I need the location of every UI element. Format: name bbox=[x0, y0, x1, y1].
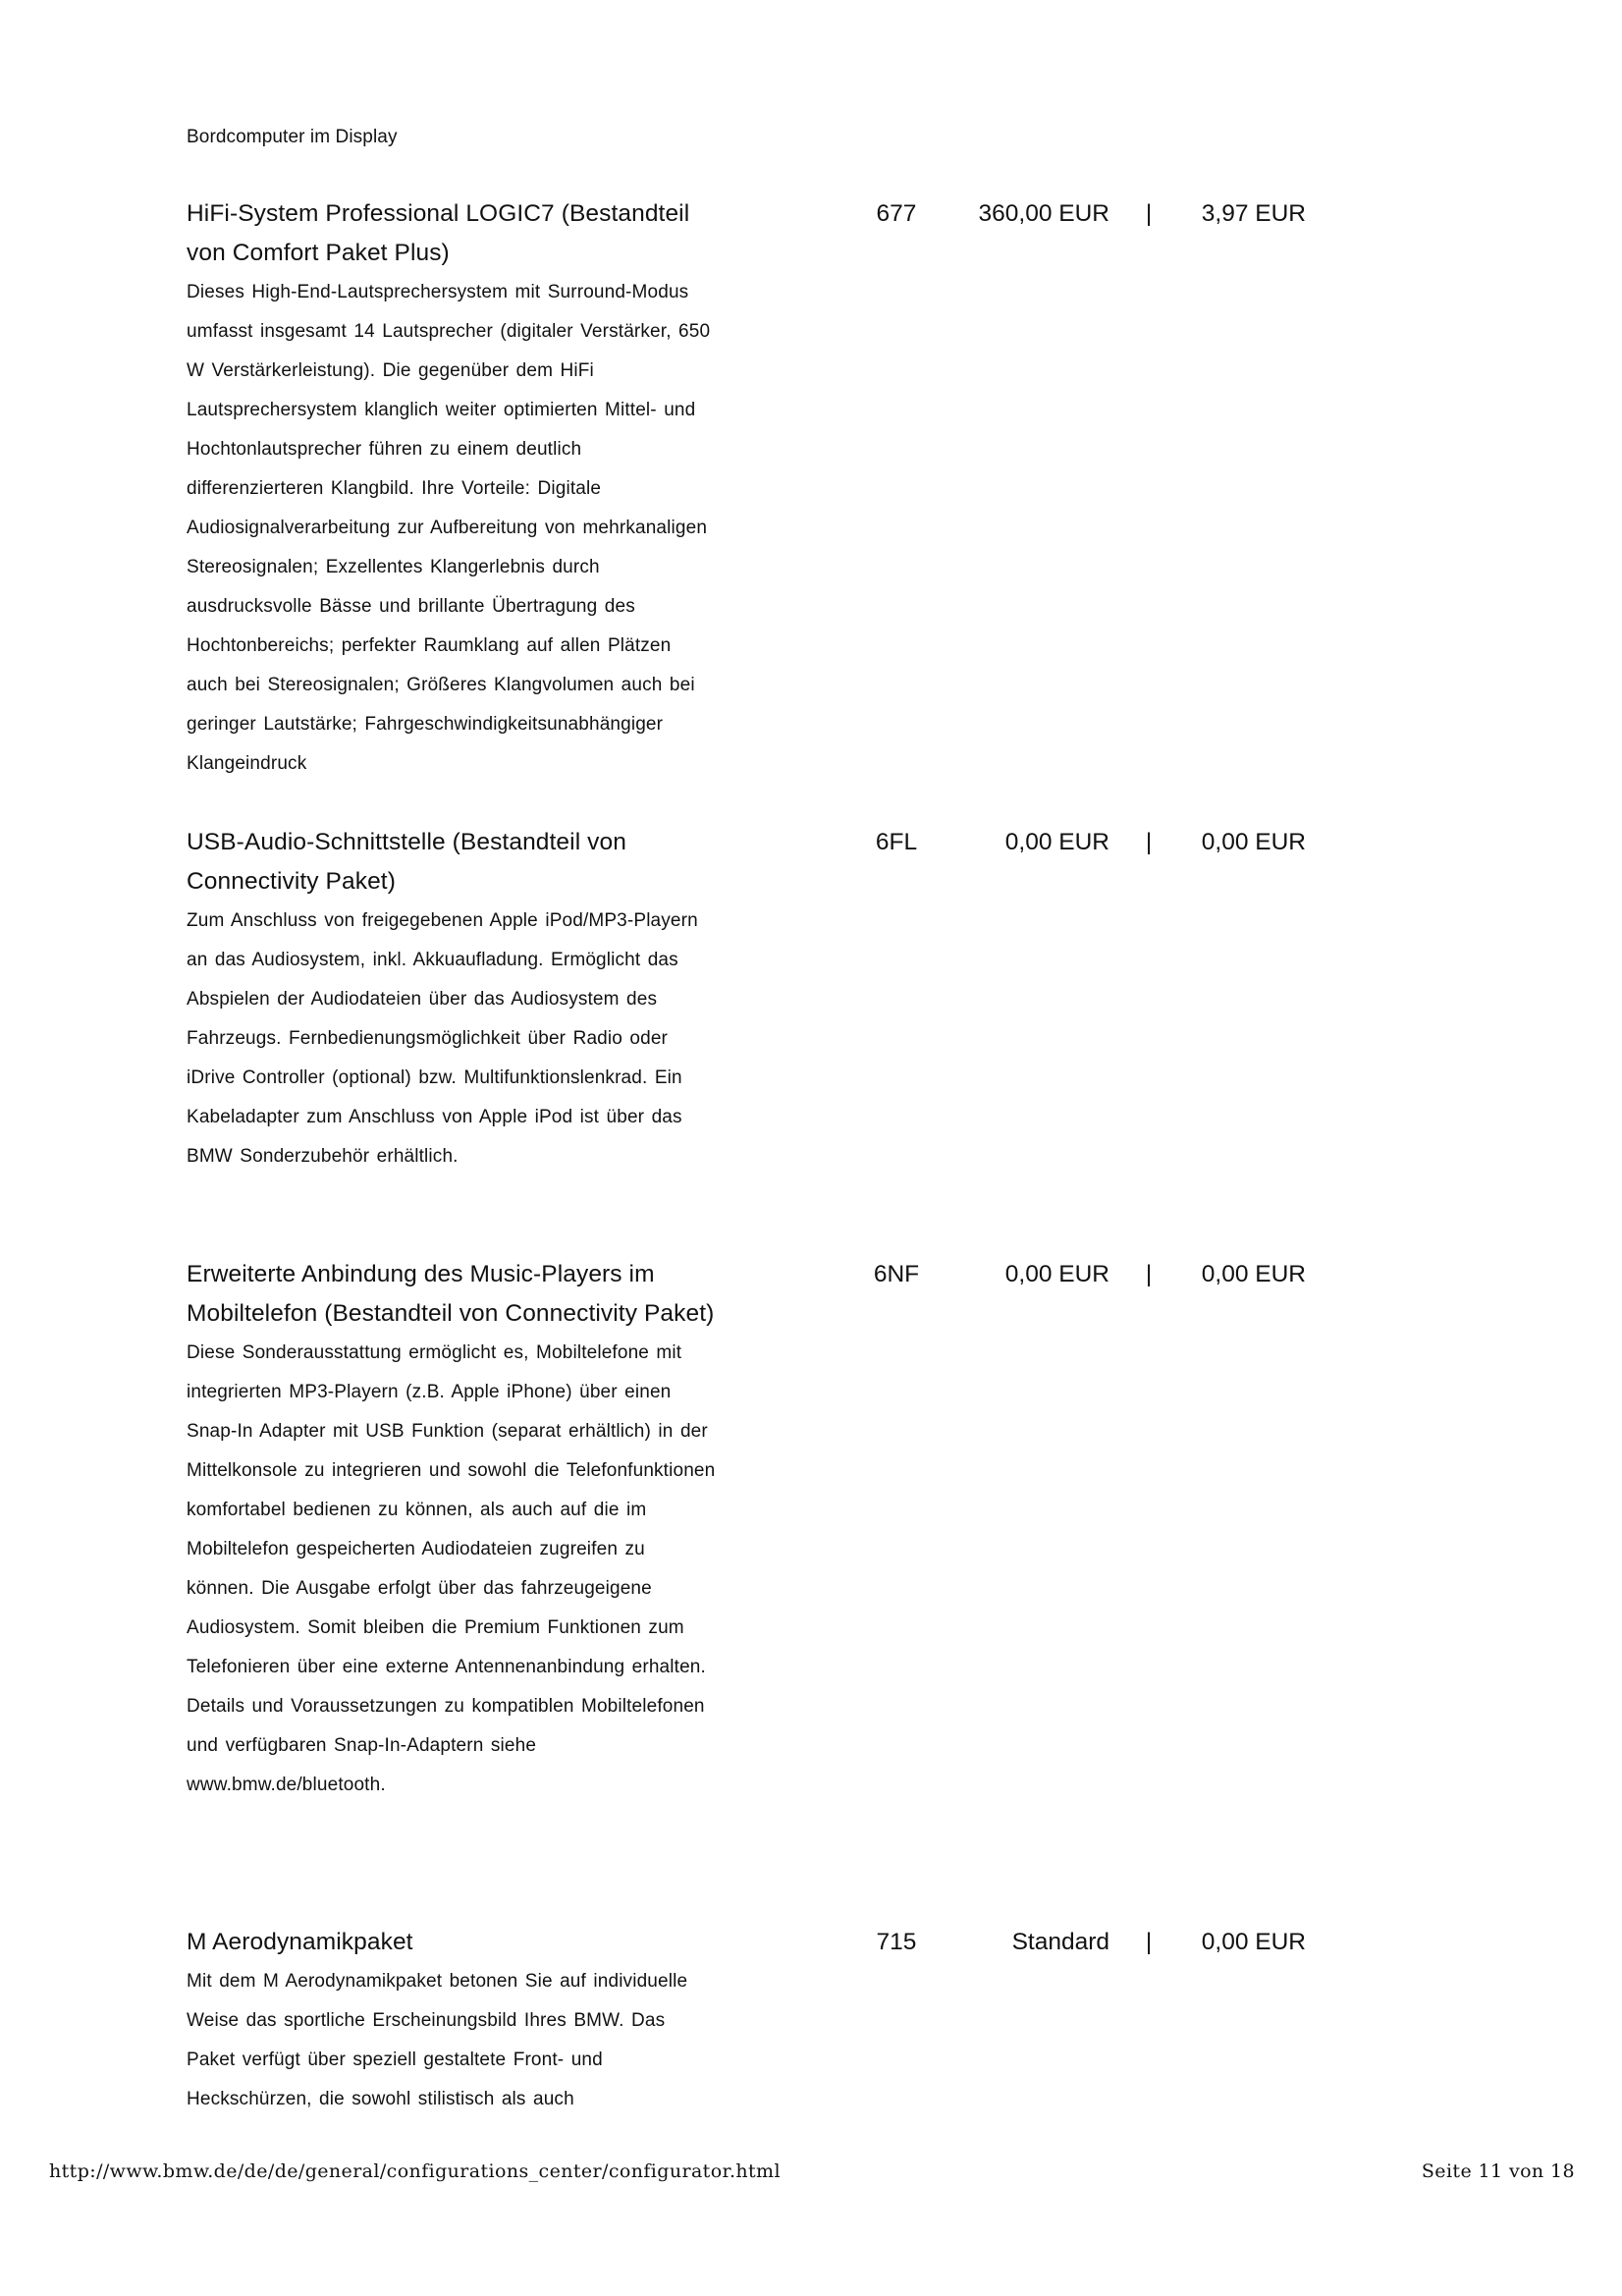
item-price: 0,00 EUR bbox=[1004, 829, 1109, 855]
item-monthly-price: 0,00 EUR bbox=[1201, 829, 1306, 855]
equipment-item-hifi bbox=[187, 194, 1345, 784]
item-monthly-price: 0,00 EUR bbox=[1201, 1929, 1306, 1955]
price-separator: | bbox=[1145, 829, 1153, 855]
item-code: 715 bbox=[876, 1929, 917, 1955]
item-description: Mit dem M Aerodynamikpaket betonen Sie auf individuelle Weise das sportliche Erscheinungsbild Ihres BMW. Das Paket verfügt über speziell gestaltete Front- und Heckschürzen, die sowohl stilistisch als auch bbox=[187, 1971, 688, 2109]
item-description: Dieses High-End-Lautsprechersystem mit Surround-Modus umfasst insgesamt 14 Lautsprecher (digitaler Verstärker, 650 W Verstärkerleistung). Die gegenüber dem HiFi Lautsprechersystem klanglich weiter optimierten Mittel- und Hochtonlautsprecher führen zu einem deutlich differenzierteren Klangbild. Ihre Vorteile: Digitale Audiosignalverarbeitung zur Aufbereitung von mehrkanaligen Stereosignalen; Exzellentes Klangerlebnis durch ausdrucksvolle Bässe und brillante Übertragung des Hochtonbereichs; perfekter Raumklang auf allen Plätzen auch bei Stereosignalen; Größeres Klangvolumen auch bei geringer Lautstärke; Fahrgeschwindigkeitsunabhängiger Klangeindruck bbox=[187, 282, 711, 774]
price-separator: | bbox=[1145, 1929, 1153, 1955]
item-title: HiFi-System Professional LOGIC7 (Bestandteil von Comfort Paket Plus) bbox=[187, 200, 690, 266]
item-price: 0,00 EUR bbox=[1004, 1261, 1109, 1287]
item-title: USB-Audio-Schnittstelle (Bestandteil von Connectivity Paket) bbox=[187, 829, 626, 895]
footer-url: http://www.bmw.de/de/de/general/configurations_center/configurator.html bbox=[49, 2160, 781, 2182]
equipment-item-m-aerodynamics bbox=[187, 1923, 1345, 2119]
item-title: M Aerodynamikpaket bbox=[187, 1929, 413, 1955]
item-text bbox=[187, 1255, 717, 1805]
price-separator: | bbox=[1145, 1261, 1153, 1287]
item-text bbox=[187, 194, 717, 784]
item-description: Zum Anschluss von freigegebenen Apple iPod/MP3-Playern an das Audiosystem, inkl. Akkuaufladung. Ermöglicht das Abspielen der Audiodateien über das Audiosystem des Fahrzeugs. Fernbedienungsmöglichkeit über Radio oder iDrive Controller (optional) bzw. Multifunktionslenkrad. Ein Kabeladapter zum Anschluss von Apple iPod ist über das BMW Sonderzubehör erhältlich. bbox=[187, 910, 698, 1167]
item-code: 6NF bbox=[873, 1261, 920, 1287]
intro-line: Bordcomputer im Display bbox=[187, 127, 398, 147]
item-text bbox=[187, 823, 717, 1176]
item-monthly-price: 0,00 EUR bbox=[1201, 1261, 1306, 1287]
footer-page-number: Seite 11 von 18 bbox=[1421, 2160, 1575, 2182]
price-separator: | bbox=[1145, 200, 1153, 227]
item-title: Erweiterte Anbindung des Music-Players im Mobiltelefon (Bestandteil von Connectivity Paket) bbox=[187, 1261, 715, 1327]
item-code: 677 bbox=[876, 200, 917, 227]
item-code: 6FL bbox=[875, 829, 918, 855]
equipment-item-music-player bbox=[187, 1255, 1345, 1805]
item-price: Standard bbox=[1011, 1929, 1109, 1955]
item-monthly-price: 3,97 EUR bbox=[1201, 200, 1306, 227]
item-price: 360,00 EUR bbox=[978, 200, 1109, 227]
item-text bbox=[187, 1923, 717, 2119]
equipment-item-usb-audio bbox=[187, 823, 1345, 1176]
item-description: Diese Sonderausstattung ermöglicht es, Mobiltelefone mit integrierten MP3-Playern (z.B. Apple iPhone) über einen Snap-In Adapter mit USB Funktion (separat erhältlich) in der Mittelkonsole zu integrieren und sowohl die Telefonfunktionen komfortabel bedienen zu können, als auch auf die im Mobiltelefon gespeicherten Audiodateien zugreifen zu können. Die Ausgabe erfolgt über das fahrzeugeigene Audiosystem. Somit bleiben die Premium Funktionen zum Telefonieren über eine externe Antennenanbindung erhalten. Details und Voraussetzungen zu kompatiblen Mobiltelefonen und verfügbaren Snap-In-Adaptern siehe www.bmw.de/bluetooth. bbox=[187, 1342, 716, 1795]
